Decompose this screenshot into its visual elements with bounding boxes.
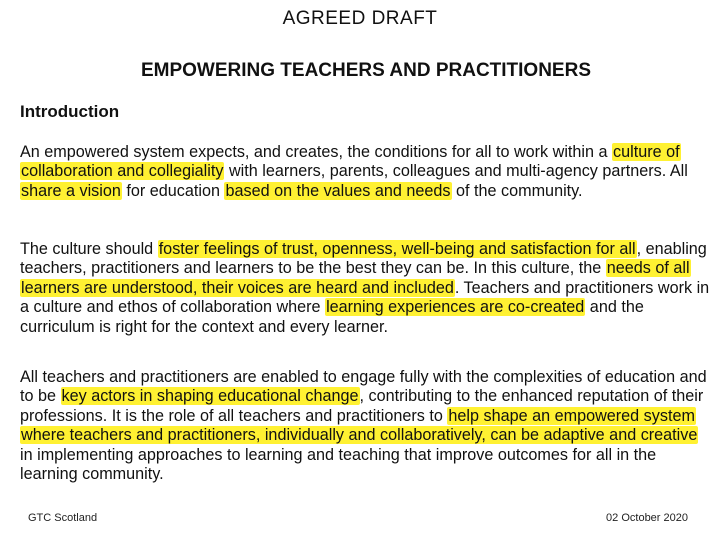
section-heading: Introduction bbox=[20, 102, 120, 121]
text-segment: in implementing approaches to learning and teaching that improve outcomes for all in the learning community. bbox=[20, 445, 657, 484]
footer-organisation: GTC Scotland bbox=[28, 512, 98, 524]
highlighted-phrase: key actors in shaping educational change bbox=[61, 387, 359, 406]
text-segment: All teachers and practitioners are enabled to engage fully with the complexities of education and to be bbox=[20, 368, 707, 406]
text-segment: , enabling teachers, practitioners and learners to be the best they can be. In this culture, the bbox=[20, 240, 707, 278]
text-segment: , contributing to the enhanced reputation of their professions. It is the role of all teachers and practitioners to bbox=[20, 387, 704, 425]
highlighted-phrase: based on the values and needs bbox=[225, 181, 451, 200]
text-segment: with learners, parents, colleagues and multi-agency partners. All bbox=[224, 162, 688, 181]
highlighted-phrase: needs of all learners are understood, their voices are heard and included bbox=[21, 259, 690, 297]
text-segment: The culture should bbox=[20, 240, 158, 258]
highlighted-phrase: learning experiences are co-created bbox=[326, 298, 585, 317]
text-segment: . Teachers and practitioners work in a culture and ethos of collaboration where bbox=[20, 278, 710, 317]
footer-date: 02 October 2020 bbox=[606, 512, 688, 524]
document-title: EMPOWERING TEACHERS AND PRACTITIONERS bbox=[140, 60, 592, 81]
highlighted-phrase: help shape an empowered system where teachers and practitioners, individually and collaboratively, can be adaptive and creative bbox=[21, 406, 698, 445]
highlighted-phrase: culture of collaboration and collegiality bbox=[21, 143, 680, 181]
text-segment: of the community. bbox=[451, 181, 583, 200]
highlighted-phrase: foster feelings of trust, openness, well-being and satisfaction for all bbox=[158, 240, 636, 258]
draft-label: AGREED DRAFT bbox=[282, 8, 438, 29]
text-segment: for education bbox=[121, 181, 225, 200]
highlighted-phrase: share a vision bbox=[21, 181, 121, 200]
paragraph-culture bbox=[20, 240, 710, 337]
paragraph-engagement bbox=[20, 368, 710, 484]
paragraph-collaboration bbox=[20, 143, 710, 201]
text-segment: An empowered system expects, and creates, the conditions for all to work within a bbox=[20, 143, 613, 161]
text-segment: and the curriculum is right for the context and every learner. bbox=[20, 298, 644, 336]
